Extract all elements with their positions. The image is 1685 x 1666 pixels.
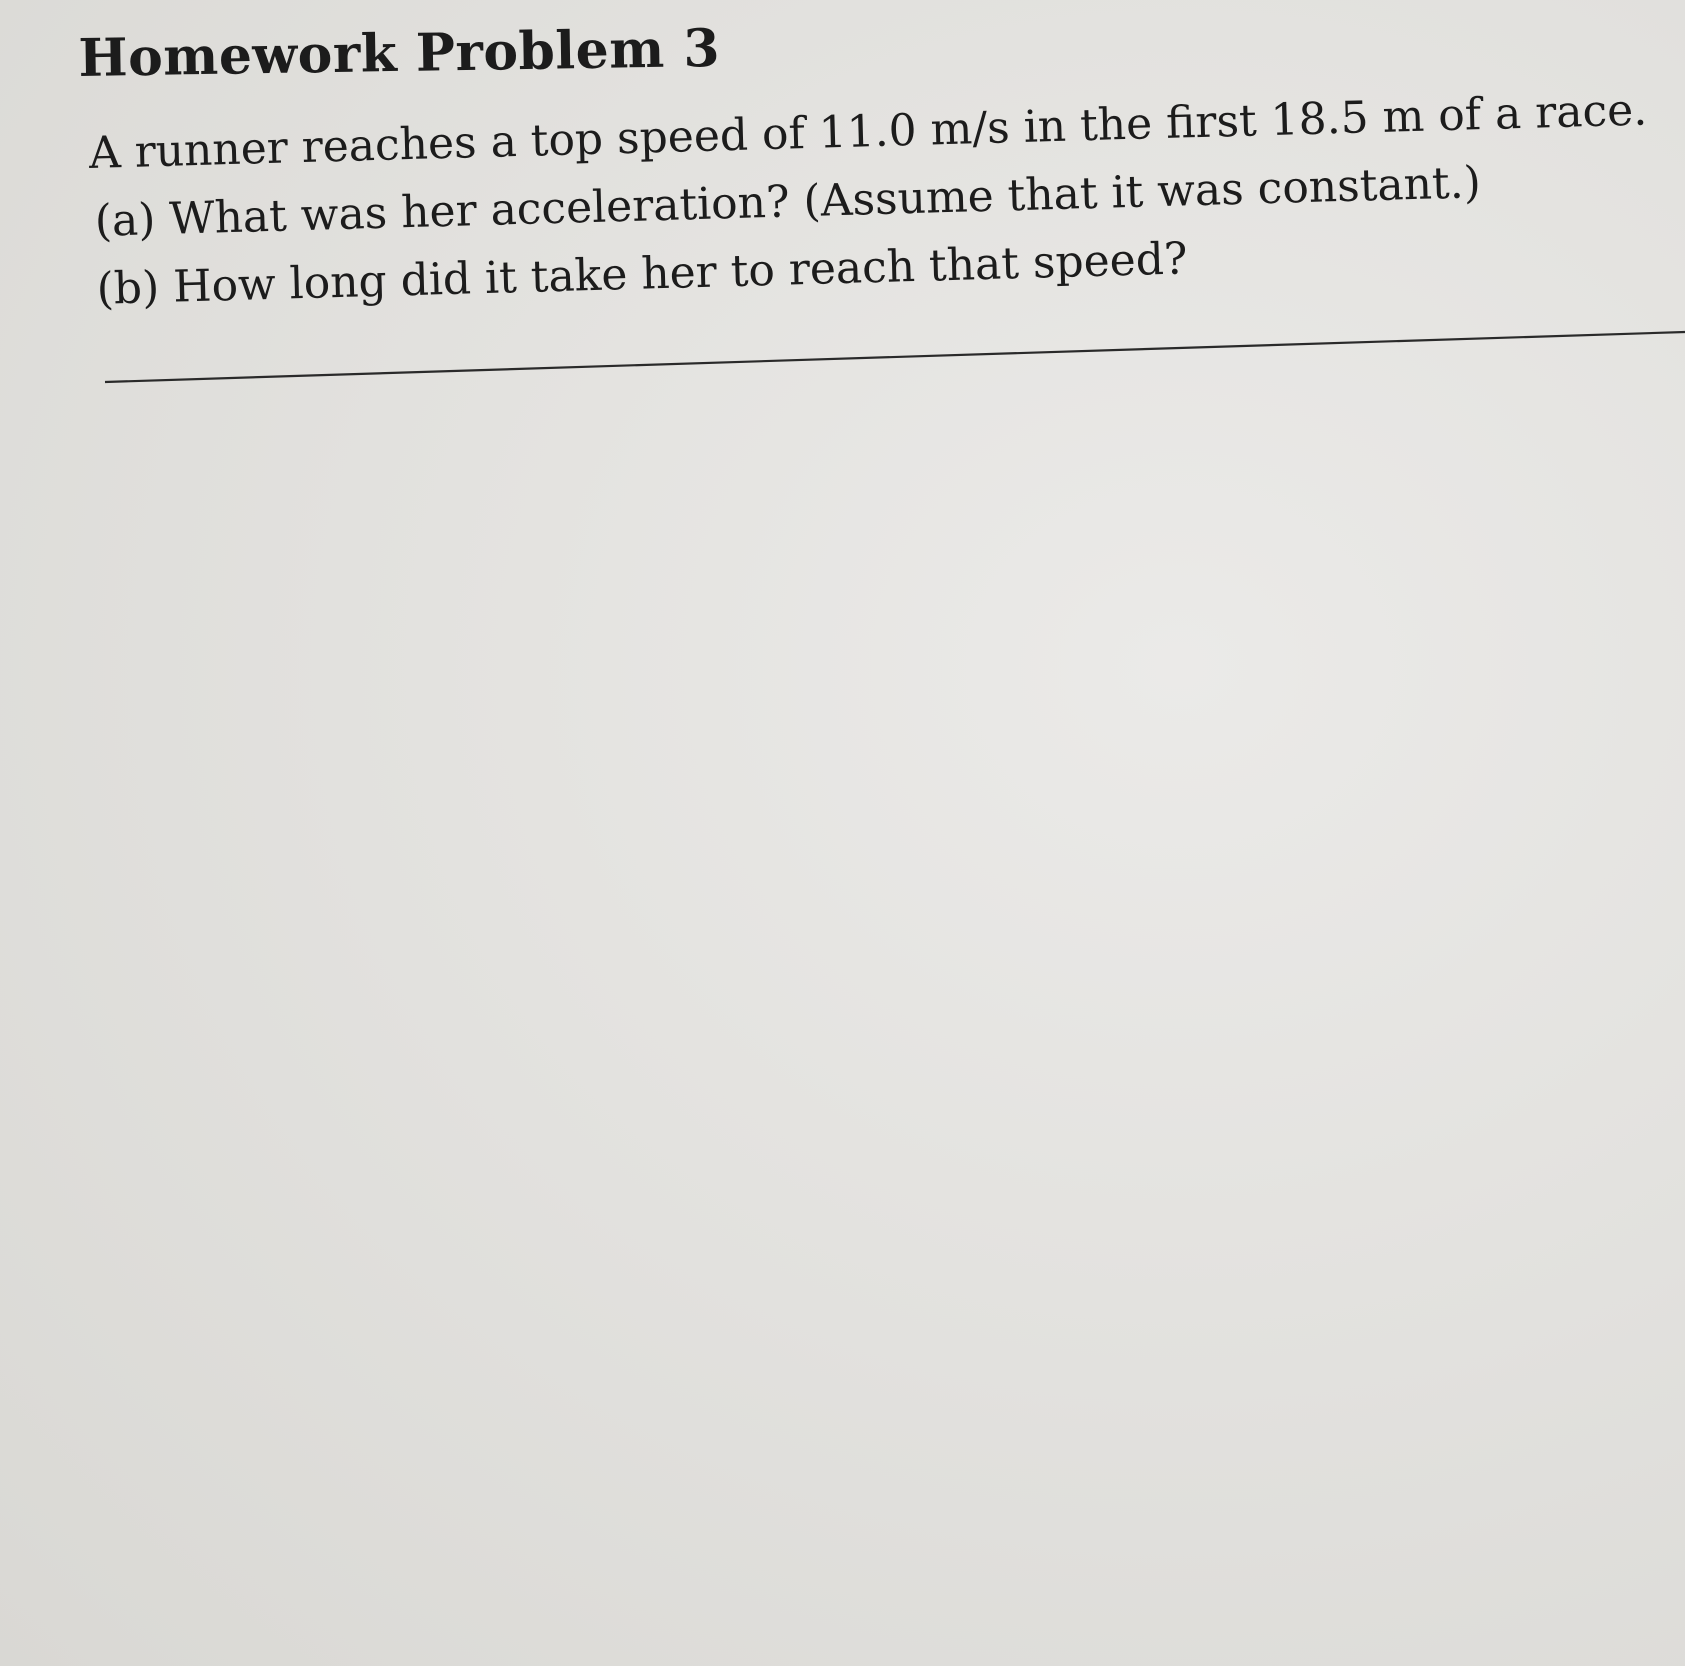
question-part-b: (b) How long did it take her to reach that speed? bbox=[96, 233, 1189, 315]
problem-statement: A runner reaches a top speed of 11.0 m/s in the first 18.5 m of a race. bbox=[88, 84, 1648, 179]
problem-text bbox=[88, 76, 1652, 323]
question-part-a: (a) What was her acceleration? (Assume that it was constant.) bbox=[94, 157, 1482, 247]
page-title: Homework Problem 3 bbox=[78, 17, 721, 89]
